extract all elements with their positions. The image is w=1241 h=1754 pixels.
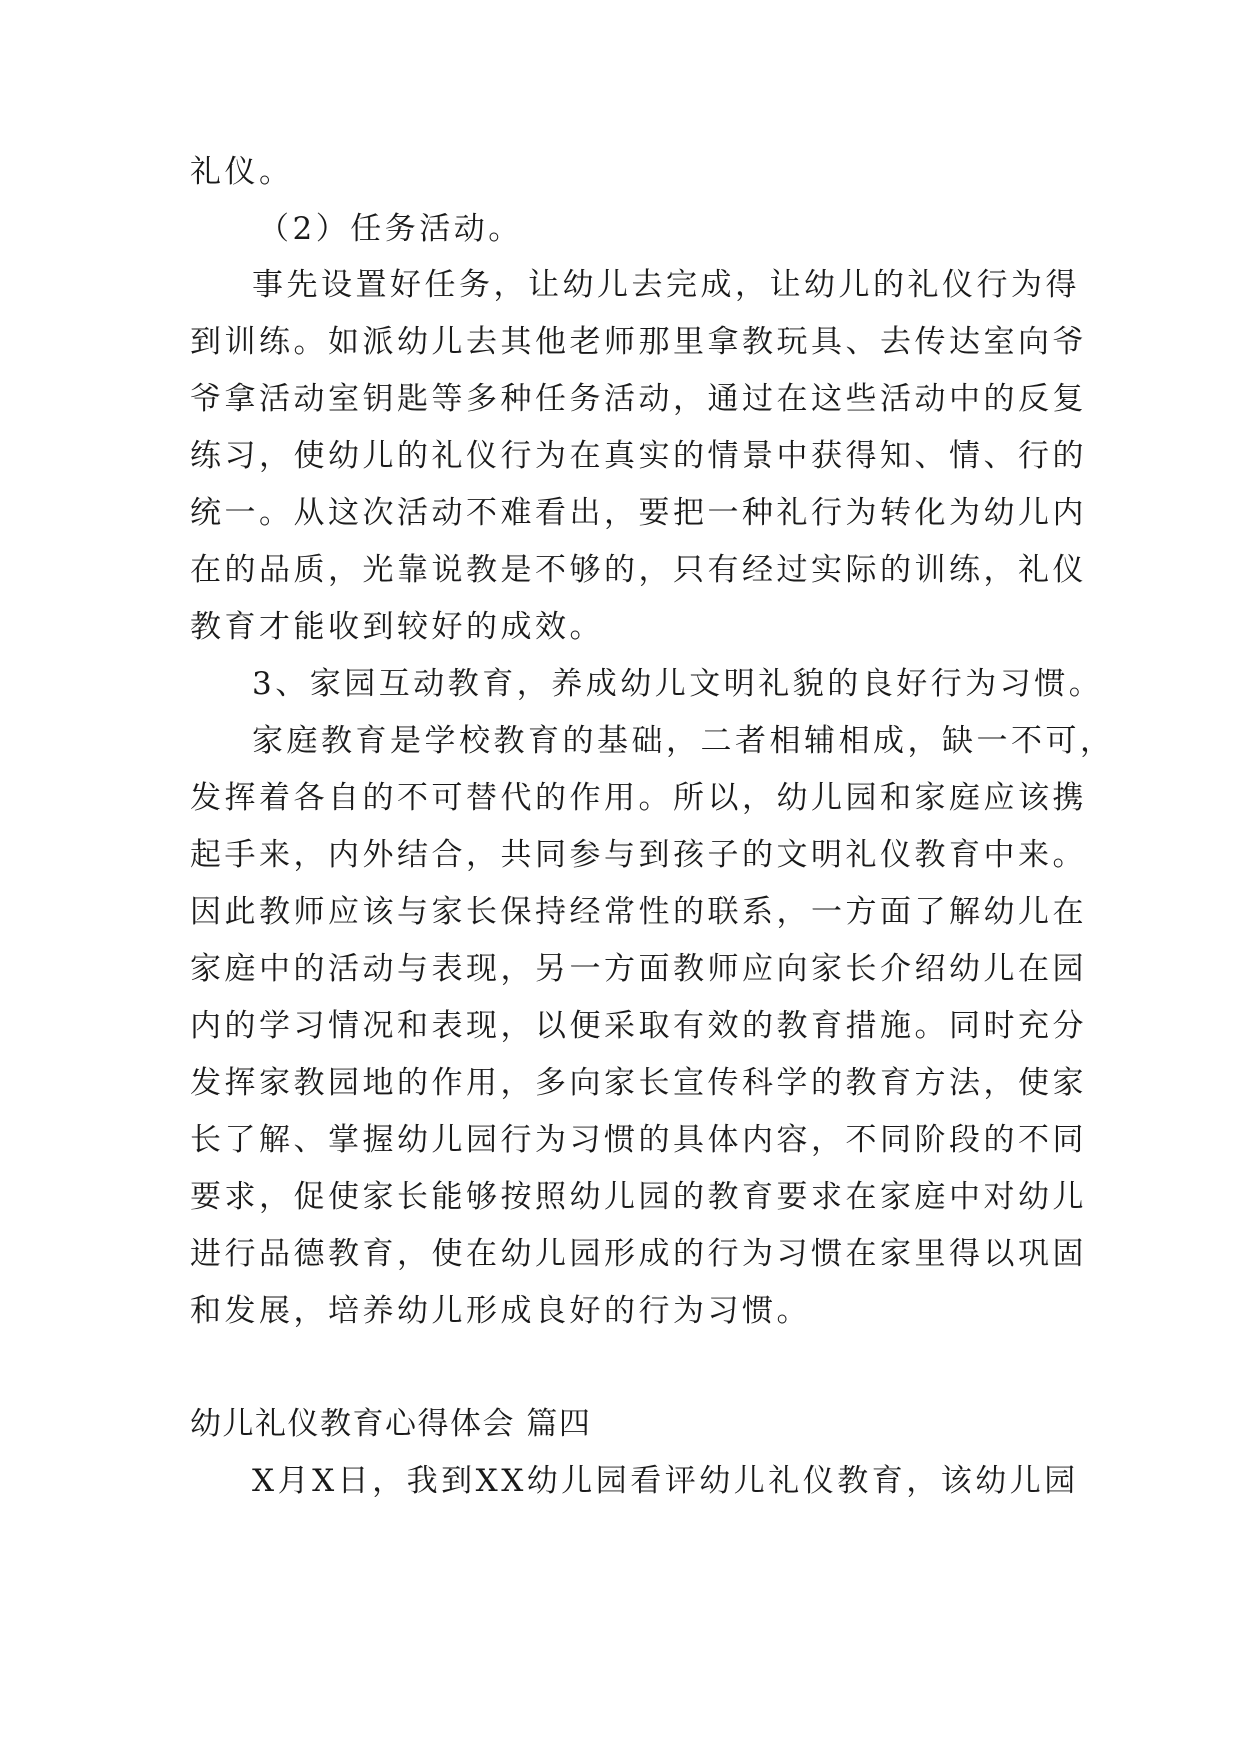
article-title: 幼儿礼仪教育心得体会 篇四 xyxy=(190,1406,592,1442)
text-line: 发挥家教园地的作用，多向家长宣传科学的教育方法，使家 xyxy=(190,1065,1087,1101)
paragraph-first-line: 家庭教育是学校教育的基础，二者相辅相成，缺一不可， xyxy=(252,723,1115,759)
paragraph-first-line: 事先设置好任务，让幼儿去完成，让幼儿的礼仪行为得 xyxy=(252,267,1080,303)
subsection-heading: （2）任务活动。 xyxy=(258,211,523,247)
text-line: 统一。从这次活动不难看出，要把一种礼行为转化为幼儿内 xyxy=(190,495,1087,531)
text-line: 教育才能收到较好的成效。 xyxy=(190,609,604,645)
text-line: 到训练。如派幼儿去其他老师那里拿教玩具、去传达室向爷 xyxy=(190,324,1087,360)
text-line: 起手来，内外结合，共同参与到孩子的文明礼仪教育中来。 xyxy=(190,837,1087,873)
text-line: 练习，使幼儿的礼仪行为在真实的情景中获得知、情、行的 xyxy=(190,438,1087,474)
text-line: 长了解、掌握幼儿园行为习惯的具体内容，不同阶段的不同 xyxy=(190,1122,1087,1158)
text-line: 家庭中的活动与表现，另一方面教师应向家长介绍幼儿在园 xyxy=(190,951,1087,987)
text-line: 进行品德教育，使在幼儿园形成的行为习惯在家里得以巩固 xyxy=(190,1236,1087,1272)
paragraph-first-line: X月X日，我到XX幼儿园看评幼儿礼仪教育，该幼儿园 xyxy=(252,1463,1079,1499)
text-line: 发挥着各自的不可替代的作用。所以，幼儿园和家庭应该携 xyxy=(190,780,1087,816)
section-heading: 3、家园互动教育，养成幼儿文明礼貌的良好行为习惯。 xyxy=(252,666,1104,702)
text-line: 礼仪。 xyxy=(190,154,294,190)
text-line: 和发展，培养幼儿形成良好的行为习惯。 xyxy=(190,1293,811,1329)
text-line: 在的品质，光靠说教是不够的，只有经过实际的训练，礼仪 xyxy=(190,552,1087,588)
text-line: 要求，促使家长能够按照幼儿园的教育要求在家庭中对幼儿 xyxy=(190,1179,1087,1215)
text-line: 爷拿活动室钥匙等多种任务活动，通过在这些活动中的反复 xyxy=(190,381,1087,417)
text-line: 内的学习情况和表现，以便采取有效的教育措施。同时充分 xyxy=(190,1008,1087,1044)
text-line: 因此教师应该与家长保持经常性的联系，一方面了解幼儿在 xyxy=(190,894,1087,930)
